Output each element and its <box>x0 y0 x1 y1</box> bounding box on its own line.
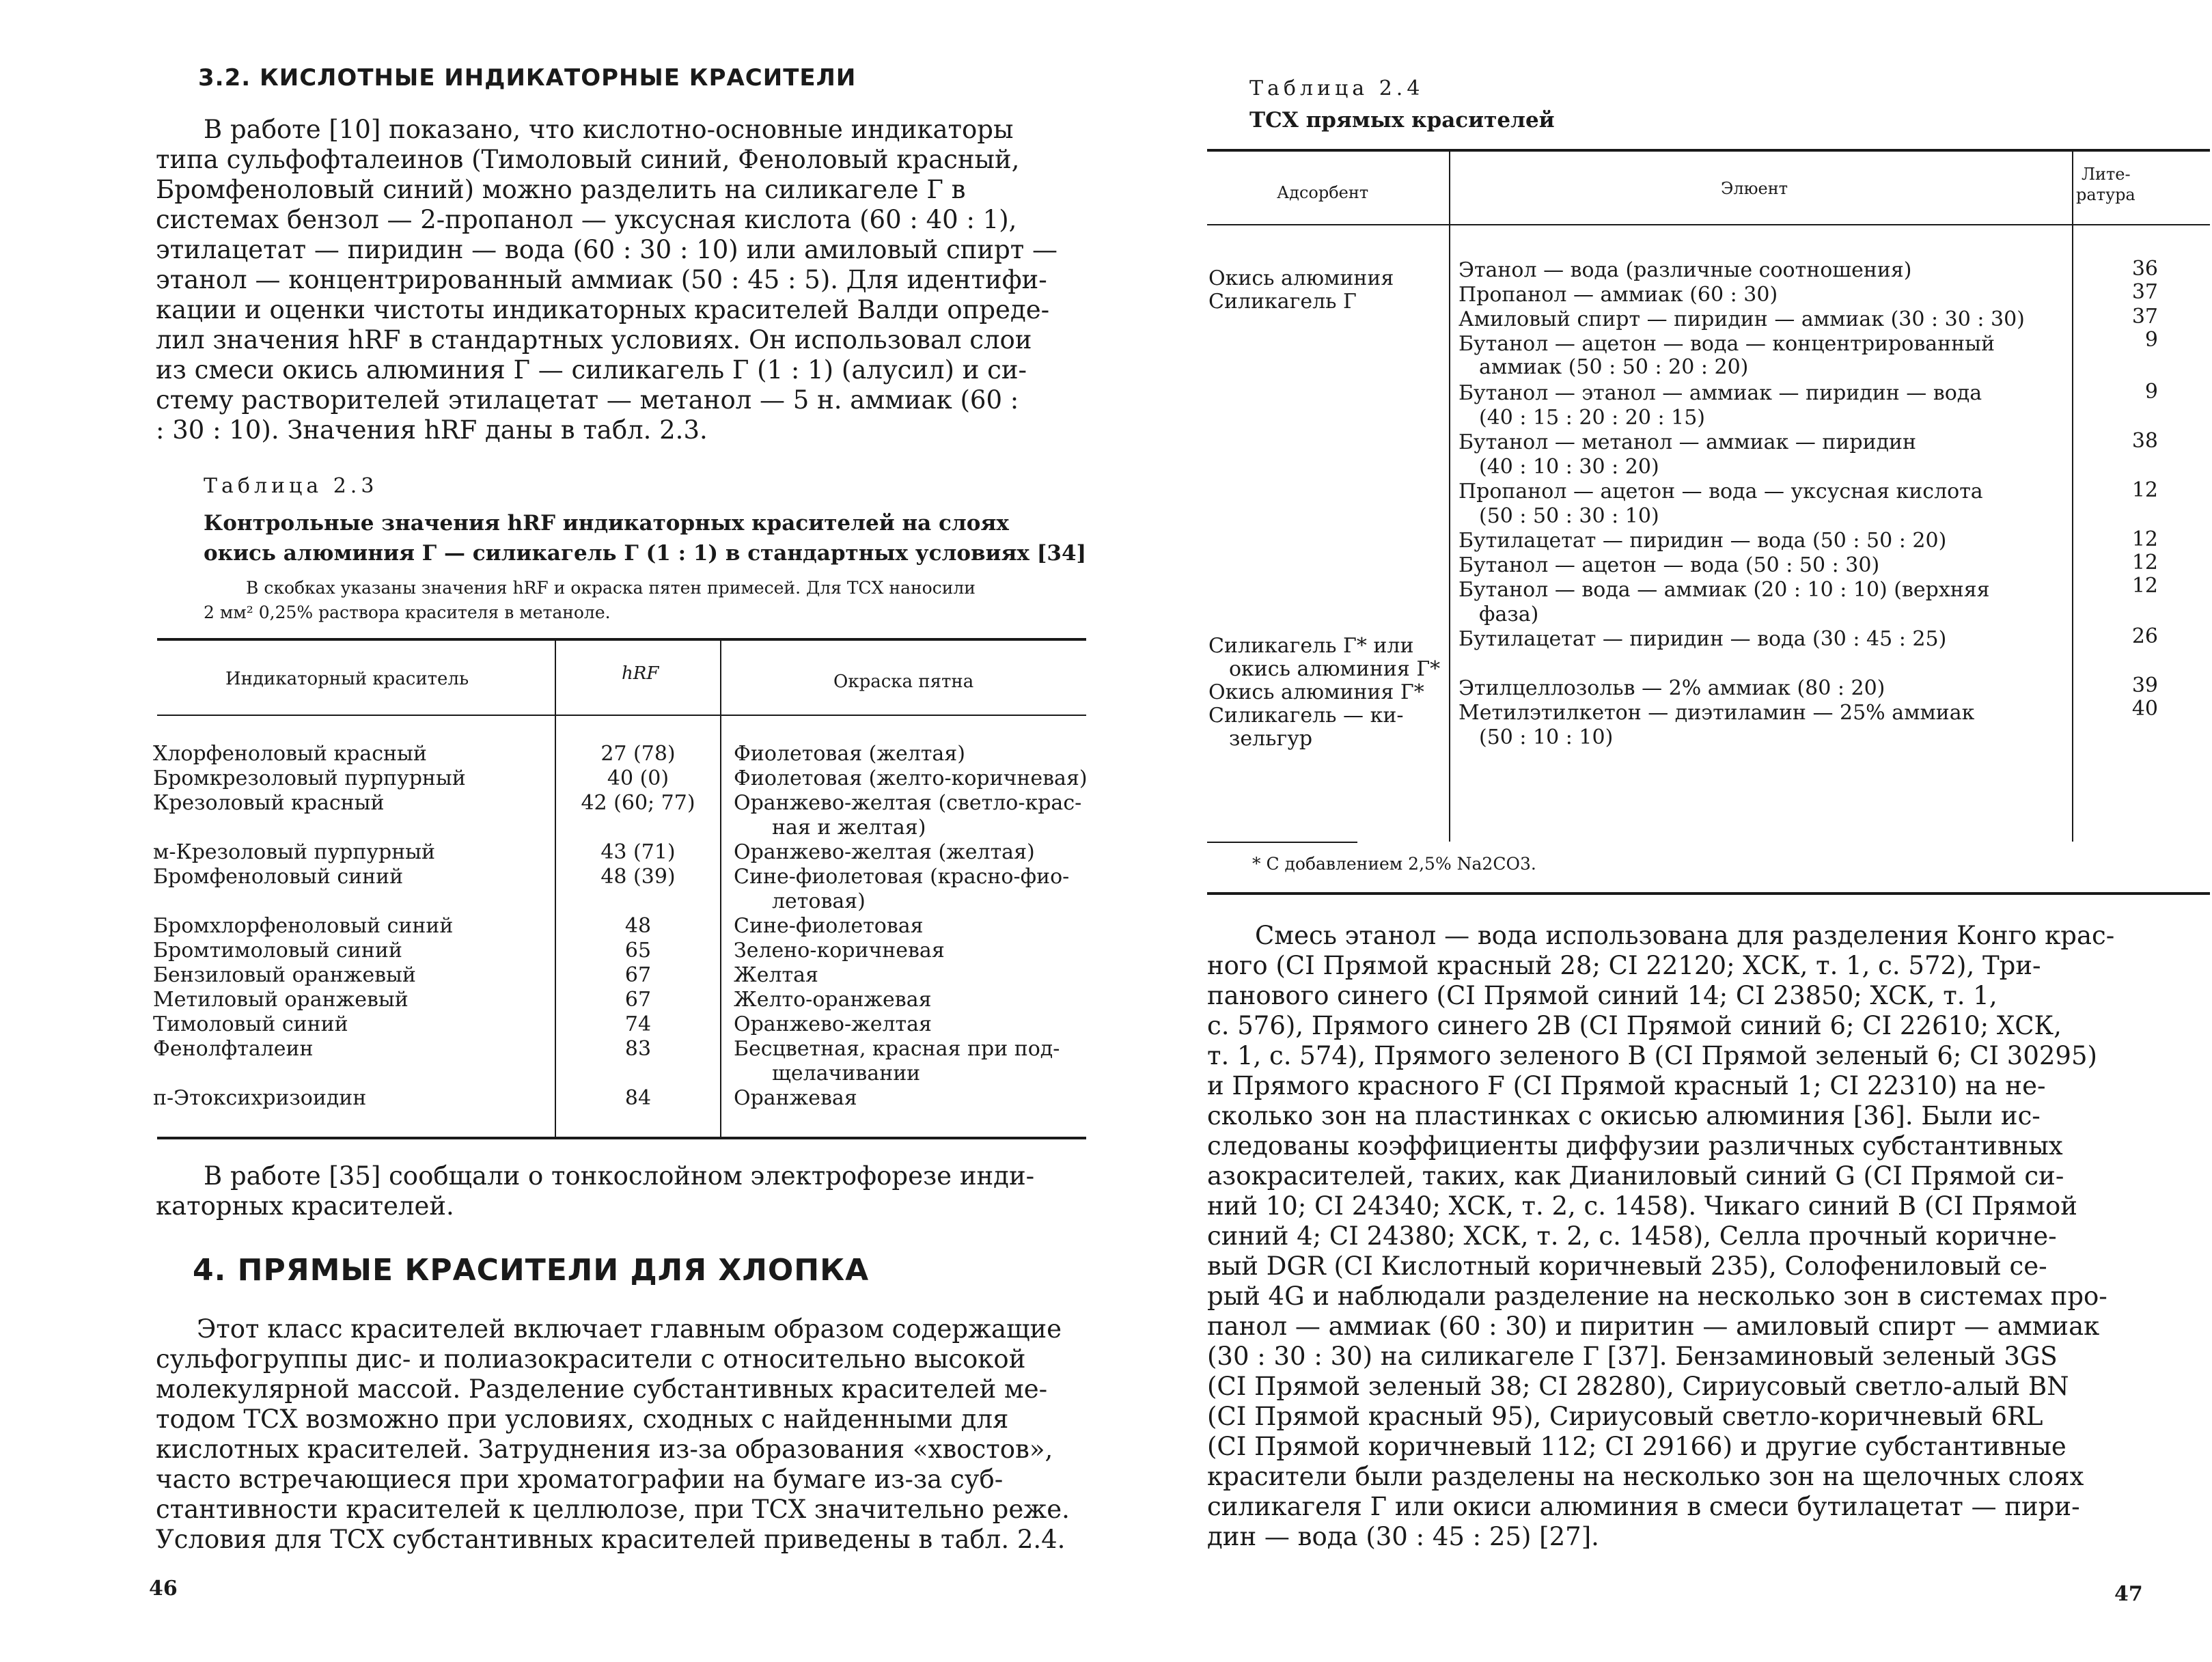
paragraph-line: стему растворителей этилацетат — метанол — 5 н. аммиак (60 : <box>156 385 1019 415</box>
table-cell-reference: 12 <box>2131 551 2158 574</box>
table-cell-dye: м-Крезоловый пурпурный <box>153 840 436 864</box>
table-cell-dye: Бромхлорфеноловый синий <box>153 914 454 938</box>
table-2-4-label: Таблица 2.4 <box>1249 77 1424 100</box>
table-cell-eluent: Бутанол — ацетон — вода — концентрированный <box>1458 332 1995 356</box>
table-cell-eluent: (40 : 10 : 30 : 20) <box>1479 455 1659 479</box>
table-cell-adsorbent: Силикагель Г <box>1208 290 1357 314</box>
paragraph-line: : 30 : 10). Значения hRF даны в табл. 2.3. <box>156 415 708 445</box>
table-cell-reference: 12 <box>2131 478 2158 502</box>
table-cell-eluent: Бутанол — вода — аммиак (20 : 10 : 10) (верхняя <box>1458 578 1990 602</box>
paragraph-line: ного (CI Прямой красный 28; CI 22120; ХСК, т. 1, с. 572), Три- <box>1207 951 2041 980</box>
table-2-3-note-line2: 2 мм² 0,25% раствора красителя в метаноле. <box>204 603 611 622</box>
paragraph-line: (CI Прямой коричневый 112; CI 29166) и другие субстантивные <box>1207 1432 2066 1461</box>
table-cell-dye: Бромтимоловый синий <box>153 939 402 962</box>
table-2-3-title-line2: окись алюминия Г — силикагель Г (1 : 1) в стандартных условиях [34] <box>204 541 1087 566</box>
table-cell-eluent: (50 : 10 : 10) <box>1479 725 1614 749</box>
table-cell-reference: 12 <box>2131 527 2158 551</box>
table-2-4-footnote: * С добавлением 2,5% Na2CO3. <box>1252 854 1536 874</box>
paragraph-line: системах бензол — 2-пропанол — уксусная кислота (60 : 40 : 1), <box>156 205 1017 234</box>
table-cell-color: Оранжево-желтая (желтая) <box>734 840 1035 864</box>
paragraph-line: панового синего (CI Прямой синий 14; CI 23850; ХСК, т. 1, <box>1207 981 1997 1010</box>
table-cell-eluent: Бутанол — этанол — аммиак — пиридин — вода <box>1458 381 1982 405</box>
table-cell-eluent: Пропанол — аммиак (60 : 30) <box>1458 283 1778 307</box>
table-cell-reference: 38 <box>2131 429 2158 453</box>
paragraph-line: типа сульфофталеинов (Тимоловый синий, Феноловый красный, <box>156 145 1020 174</box>
table-cell-eluent: аммиак (50 : 50 : 20 : 20) <box>1479 355 1749 379</box>
table-cell-dye: Фенолфталеин <box>153 1037 314 1061</box>
table-cell-adsorbent: Силикагель Г* или <box>1208 634 1414 658</box>
table-cell-color: Фиолетовая (желто-коричневая) <box>734 766 1088 790</box>
paragraph-line: ний 10; CI 24340; ХСК, т. 2, с. 1458). Чикаго синий В (CI Прямой <box>1207 1191 2077 1221</box>
paragraph-line: Условия для ТСХ субстантивных красителей приведены в табл. 2.4. <box>156 1525 1066 1554</box>
table-cell-color: Сине-фиолетовая (красно-фио- <box>734 865 1070 889</box>
table-cell-color-cont: ная и желтая) <box>772 816 926 840</box>
paragraph-line: азокрасителей, таких, как Дианиловый синий G (CI Прямой си- <box>1207 1161 2064 1191</box>
table-cell-eluent: Пропанол — ацетон — вода — уксусная кислота <box>1458 480 1983 503</box>
table-cell-eluent: Метилэтилкетон — диэтиламин — 25% аммиак <box>1458 701 1975 725</box>
paragraph-line: из смеси окись алюминия Г — силикагель Г (1 : 1) (алусил) и си- <box>156 355 1027 385</box>
table-cell-hrf: 67 <box>624 963 652 987</box>
paragraph-line: (CI Прямой зеленый 38; CI 28280), Сириусовый светло-алый BN <box>1207 1372 2069 1401</box>
table-2-3-header-color: Окраска пятна <box>833 671 974 692</box>
paragraph-line: часто встречающиеся при хроматографии на бумаге из-за суб- <box>156 1465 1004 1494</box>
table-cell-reference: 12 <box>2131 574 2158 598</box>
table-cell-hrf: 48 (39) <box>600 865 676 889</box>
table-2-4-top-rule <box>1207 149 2210 152</box>
paragraph-line: синий 4; CI 24380; ХСК, т. 2, с. 1458), Селла прочный коричне- <box>1207 1221 2057 1251</box>
paragraph-line: тодом ТСХ возможно при условиях, сходных с найденными для <box>156 1404 1009 1434</box>
table-cell-dye: Тимоловый синий <box>153 1012 348 1036</box>
table-cell-color: Желтая <box>734 963 818 987</box>
table-cell-hrf: 84 <box>624 1086 652 1110</box>
table-cell-eluent: Бутанол — метанол — аммиак — пиридин <box>1458 430 1917 454</box>
paragraph-electrophoresis <box>156 1161 1098 1221</box>
table-cell-hrf: 27 (78) <box>600 742 676 766</box>
table-cell-color: Желто-оранжевая <box>734 988 932 1012</box>
table-cell-hrf: 83 <box>624 1037 652 1061</box>
paragraph-indicator-dyes <box>156 115 1098 445</box>
paragraph-direct-dyes <box>156 1314 1098 1555</box>
page-number-right: 47 <box>2114 1582 2143 1606</box>
paragraph-line: (30 : 30 : 30) на силикагеле Г [37]. Бензаминовый зеленый 3GS <box>1207 1342 2058 1371</box>
table-cell-reference: 36 <box>2131 257 2158 281</box>
table-cell-adsorbent: Окись алюминия <box>1208 266 1394 290</box>
table-cell-eluent: Этилцеллозольв — 2% аммиак (80 : 20) <box>1458 676 1885 700</box>
paragraph-direct-dye-separation <box>1207 921 2154 1552</box>
table-cell-color: Фиолетовая (желтая) <box>734 742 965 766</box>
paragraph-line: вый DGR (CI Кислотный коричневый 235), Солофениловый се- <box>1207 1251 2047 1281</box>
table-cell-eluent: Бутанол — ацетон — вода (50 : 50 : 30) <box>1458 553 1880 577</box>
table-cell-reference: 9 <box>2144 380 2158 404</box>
paragraph-line: дин — вода (30 : 45 : 25) [27]. <box>1207 1522 1599 1551</box>
table-cell-reference: 40 <box>2131 697 2158 721</box>
table-2-3-header-hrf: hRF <box>622 663 659 684</box>
table-2-3-bottom-rule <box>157 1137 1086 1139</box>
paragraph-line: каторных красителей. <box>156 1191 454 1221</box>
paragraph-line: сколько зон на пластинках с окисью алюминия [36]. Были ис- <box>1207 1101 2041 1131</box>
table-cell-reference: 37 <box>2131 305 2158 329</box>
paragraph-line: панол — аммиак (60 : 30) и пиритин — амиловый спирт — аммиак <box>1207 1312 2100 1341</box>
paragraph-line: лил значения hRF в стандартных условиях. Он использовал слои <box>156 325 1032 355</box>
table-cell-reference: 37 <box>2131 280 2158 304</box>
table-cell-dye: Метиловый оранжевый <box>153 988 409 1012</box>
table-2-3-top-rule <box>157 638 1086 641</box>
paragraph-line: с. 576), Прямого синего 2В (CI Прямой синий 6; CI 22610; ХСК, <box>1207 1011 2062 1040</box>
table-cell-color: Оранжевая <box>734 1086 857 1110</box>
table-cell-hrf: 43 (71) <box>600 840 676 864</box>
table-2-4-header-lit-1: Лите- <box>2082 165 2131 184</box>
table-cell-dye: Бромфеноловый синий <box>153 865 404 889</box>
table-2-3-col-divider-1 <box>555 639 556 715</box>
paragraph-line: Этот класс красителей включает главным образом содержащие <box>197 1314 1062 1344</box>
paragraph-line: рый 4G и наблюдали разделение на несколько зон в системах про- <box>1207 1282 2107 1311</box>
table-cell-eluent: Бутилацетат — пиридин — вода (50 : 50 : 20) <box>1458 529 1947 553</box>
table-cell-reference: 26 <box>2131 624 2158 648</box>
page-number-left: 46 <box>149 1577 178 1601</box>
table-cell-reference: 9 <box>2144 328 2158 352</box>
table-2-3-header-rule <box>157 715 1086 716</box>
table-2-4-header-lit-2: ратура <box>2076 185 2135 204</box>
table-cell-hrf: 40 (0) <box>607 766 669 790</box>
table-2-4-header-rule <box>1207 224 2210 225</box>
table-cell-color-cont: щелачивании <box>772 1062 921 1085</box>
table-2-3-col-divider-2 <box>720 639 721 1138</box>
paragraph-line: (CI Прямой красный 95), Сириусовый светло-коричневый 6RL <box>1207 1402 2043 1431</box>
table-cell-eluent: Этанол — вода (различные соотношения) <box>1458 258 1912 282</box>
table-cell-adsorbent: Силикагель — ки- <box>1208 704 1404 728</box>
table-cell-eluent: Бутилацетат — пиридин — вода (30 : 45 : 25) <box>1458 627 1947 651</box>
table-cell-dye: Бромкрезоловый пурпурный <box>153 766 466 790</box>
paragraph-line: этилацетат — пиридин — вода (60 : 30 : 10) или амиловый спирт — <box>156 235 1058 264</box>
paragraph-line: силикагеля Г или окиси алюминия в смеси бутилацетат — пири- <box>1207 1492 2080 1521</box>
right-page <box>1106 0 2212 1662</box>
table-cell-dye: Хлорфеноловый красный <box>153 742 427 766</box>
table-cell-color: Оранжево-желтая (светло-крас- <box>734 791 1082 815</box>
paragraph-line: красители были разделены на несколько зон на щелочных слоях <box>1207 1462 2084 1491</box>
table-cell-adsorbent: зельгур <box>1229 727 1313 751</box>
table-2-3-title-line1: Контрольные значения hRF индикаторных красителей на слоях <box>204 511 1009 536</box>
table-2-4-header-eluent: Элюент <box>1721 179 1788 198</box>
table-2-4-footnote-rule <box>1207 842 1357 843</box>
paragraph-line: кислотных красителей. Затруднения из-за образования «хвостов», <box>156 1435 1053 1464</box>
table-cell-hrf: 74 <box>624 1012 652 1036</box>
table-cell-adsorbent: окись алюминия Г* <box>1229 657 1441 681</box>
table-cell-eluent: (40 : 15 : 20 : 20 : 15) <box>1479 406 1705 430</box>
table-cell-color: Сине-фиолетовая <box>734 914 924 938</box>
table-cell-color: Зелено-коричневая <box>734 939 945 962</box>
table-2-3-label: Таблица 2.3 <box>204 474 378 498</box>
paragraph-line: следованы коэффициенты диффузии различных субстантивных <box>1207 1131 2063 1161</box>
table-2-4-bottom-rule <box>1207 892 2210 895</box>
table-2-4-header-adsorbent: Адсорбент <box>1277 183 1369 202</box>
paragraph-line: Смесь этанол — вода использована для разделения Конго крас- <box>1255 921 2115 950</box>
table-cell-eluent: (50 : 50 : 30 : 10) <box>1479 504 1659 528</box>
section-heading-4: 4. ПРЯМЫЕ КРАСИТЕЛИ ДЛЯ ХЛОПКА <box>193 1253 870 1288</box>
table-cell-adsorbent: Окись алюминия Г* <box>1208 680 1424 704</box>
table-cell-hrf: 42 (60; 77) <box>581 791 695 815</box>
table-cell-dye: п-Этоксихризоидин <box>153 1086 367 1110</box>
table-cell-hrf: 48 <box>624 914 652 938</box>
table-2-4-col-divider-1 <box>1449 152 1450 842</box>
table-cell-color: Оранжево-желтая <box>734 1012 932 1036</box>
paragraph-line: этанол — концентрированный аммиак (50 : 45 : 5). Для идентифи- <box>156 265 1047 294</box>
paragraph-line: и Прямого красного F (CI Прямой красный 1; CI 22310) на не- <box>1207 1071 2046 1100</box>
paragraph-line: т. 1, с. 574), Прямого зеленого В (CI Прямой зеленый 6; CI 30295) <box>1207 1041 2097 1070</box>
table-cell-color-cont: летовая) <box>772 889 866 913</box>
table-cell-eluent: фаза) <box>1479 603 1539 626</box>
table-cell-reference: 39 <box>2131 674 2158 697</box>
paragraph-line: молекулярной массой. Разделение субстантивных красителей ме- <box>156 1374 1048 1404</box>
table-2-3-header-dye: Индикаторный краситель <box>225 669 469 689</box>
table-2-4-col-divider-2 <box>2072 152 2073 842</box>
table-cell-dye: Бензиловый оранжевый <box>153 963 416 987</box>
paragraph-line: Бромфеноловый синий) можно разделить на силикагеле Г в <box>156 175 966 204</box>
paragraph-line: кации и оценки чистоты индикаторных красителей Валди опреде- <box>156 295 1050 324</box>
table-2-4-title: ТСХ прямых красителей <box>1249 108 1555 133</box>
section-heading-3-2: 3.2. КИСЛОТНЫЕ ИНДИКАТОРНЫЕ КРАСИТЕЛИ <box>198 64 857 92</box>
paragraph-line: сульфогруппы дис- и полиазокрасители с относительно высокой <box>156 1344 1026 1374</box>
paragraph-line: В работе [35] сообщали о тонкослойном электрофорезе инди- <box>204 1161 1035 1191</box>
table-cell-hrf: 65 <box>624 939 652 962</box>
table-2-3-note-line1: В скобках указаны значения hRF и окраска пятен примесей. Для ТСХ наносили <box>246 578 976 598</box>
paragraph-line: В работе [10] показано, что кислотно-основные индикаторы <box>204 115 1014 144</box>
paragraph-line: стантивности красителей к целлюлозе, при ТСХ значительно реже. <box>156 1495 1070 1524</box>
table-cell-hrf: 67 <box>624 988 652 1012</box>
table-cell-dye: Крезоловый красный <box>153 791 385 815</box>
table-cell-eluent: Амиловый спирт — пиридин — аммиак (30 : 30 : 30) <box>1458 307 2025 331</box>
table-cell-color: Бесцветная, красная при под- <box>734 1037 1060 1061</box>
